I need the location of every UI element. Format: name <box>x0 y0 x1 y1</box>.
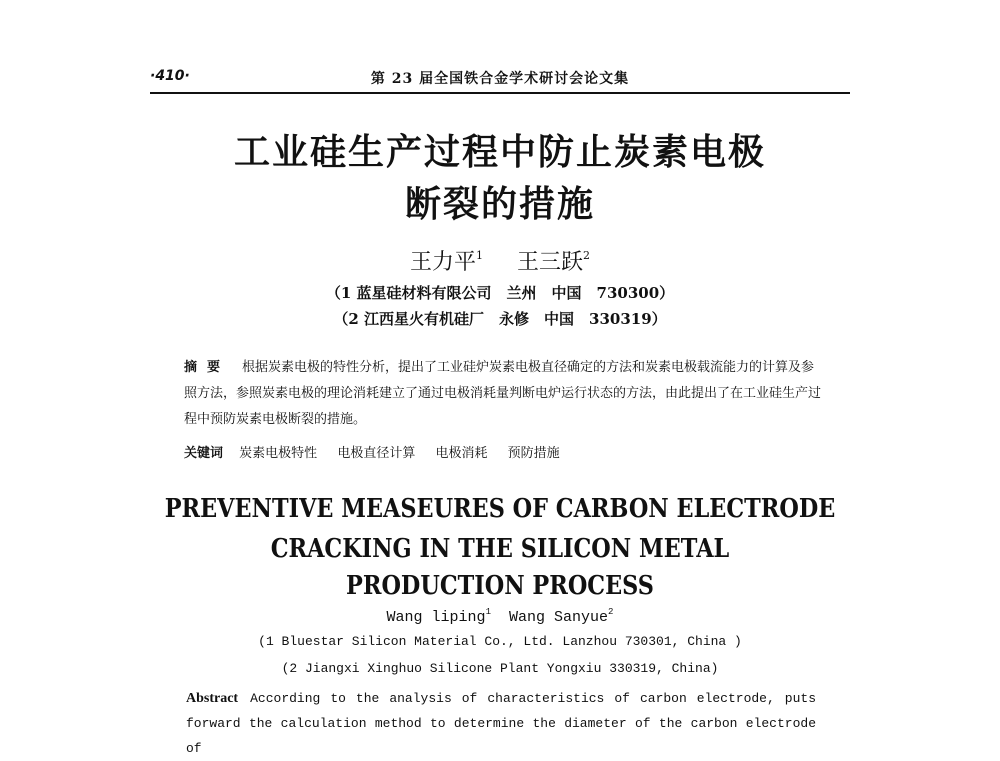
keyword: 预防措施 <box>507 446 560 461</box>
english-title-line-1: PREVENTIVE MEASEURES OF CARBON ELECTRODE <box>164 494 836 524</box>
english-abstract <box>186 686 816 761</box>
author-cn-sup: 2 <box>583 249 591 262</box>
author-en-name: Wang liping <box>386 609 486 626</box>
chinese-keywords <box>184 442 824 461</box>
author-en-sup: 1 <box>485 607 491 617</box>
chinese-abstract-text: 根据炭素电极的特性分析，提出了工业硅炉炭素电极直径确定的方法和炭素电极载流能力的计算及参照方法，参照炭素电极的理论消耗建立了通过电极消耗量判断电炉运行状态的方法，由此提出了在工业硅生产过程中预防炭素电极断裂的措施。 <box>184 360 822 427</box>
chinese-title-line-1: 工业硅生产过程中防止炭素电极 <box>233 132 766 173</box>
chinese-affiliation-1: （1 蓝星硅材料有限公司 兰州 中国 730300） <box>325 284 675 302</box>
english-authors <box>0 607 1000 626</box>
chinese-affiliation-2: （2 江西星火有机硅厂 永修 中国 330319） <box>333 310 667 328</box>
author-en-sup: 2 <box>608 607 614 617</box>
english-abstract-text: According to the analysis of characteristics of carbon electrode, puts forward the calculation method to determine the diameter of the carbon electrode of <box>186 691 816 756</box>
author-cn-sup: 1 <box>476 249 483 262</box>
running-header <box>150 66 850 94</box>
english-title-line-2: CRACKING IN THE SILICON METAL <box>270 534 730 564</box>
author-cn-name: 王三跃 <box>517 250 584 275</box>
chinese-title-line-2: 断裂的措施 <box>404 184 595 225</box>
author-cn-name: 王力平 <box>409 250 476 275</box>
english-affiliation-1: (1 Bluestar Silicon Material Co., Ltd. Lanzhou 730301, China ) <box>258 634 742 649</box>
keyword: 炭素电极特性 <box>239 446 318 461</box>
chinese-abstract <box>184 355 824 433</box>
keyword: 电极消耗 <box>435 446 488 461</box>
english-title-line-3: PRODUCTION PROCESS <box>346 571 654 601</box>
english-affiliation-2: (2 Jiangxi Xinghuo Silicone Plant Yongxiu 330319, China) <box>281 661 719 676</box>
chinese-authors <box>0 245 1000 276</box>
english-abstract-label: Abstract <box>186 691 239 706</box>
author-en-name: Wang Sanyue <box>509 609 609 626</box>
page-number: ·410· <box>150 68 190 84</box>
chinese-keywords-label: 关键词 <box>184 446 224 461</box>
keyword: 电极直径计算 <box>337 446 416 461</box>
chinese-abstract-label: 摘要 <box>184 360 231 375</box>
journal-title: 第 23 届全国铁合金学术研讨会论文集 <box>370 71 630 87</box>
